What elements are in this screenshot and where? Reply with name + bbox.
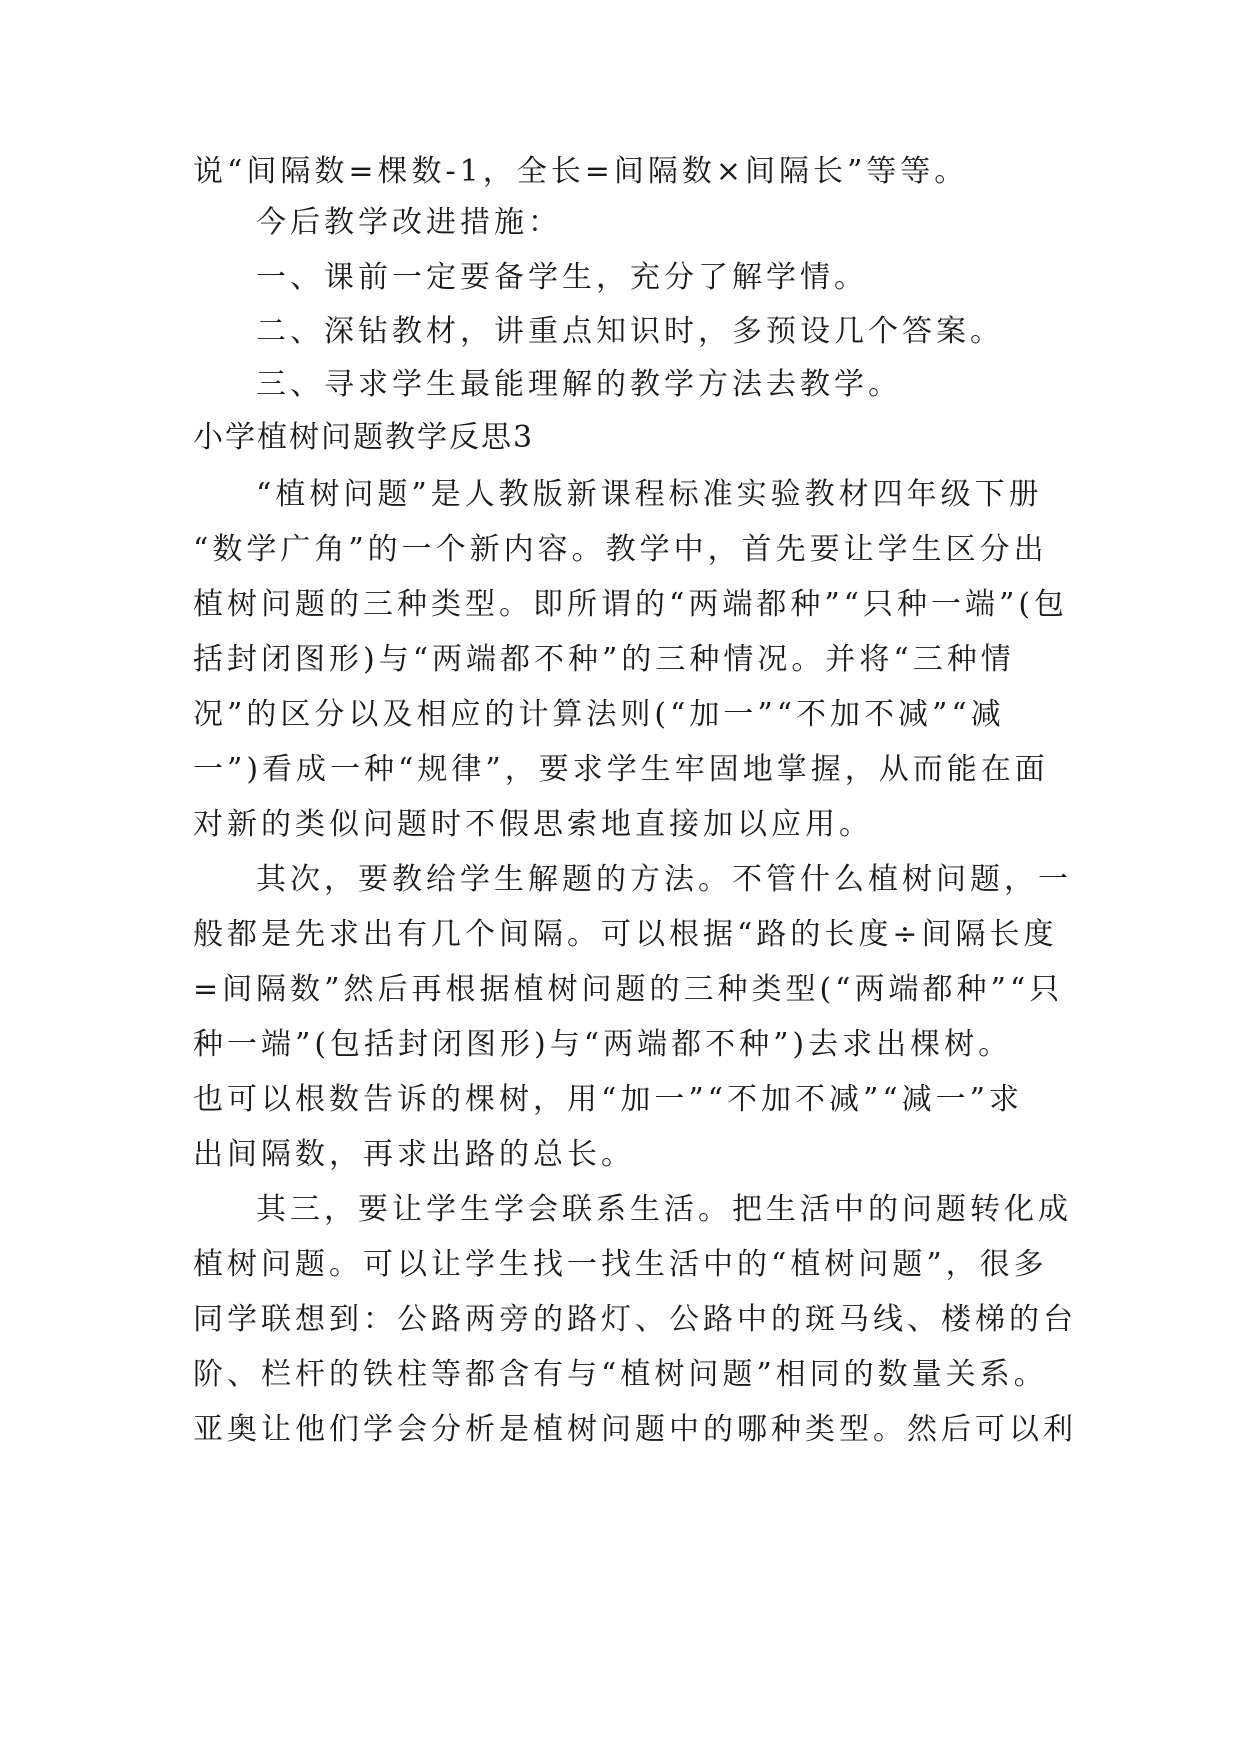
text-line: 植树问题的三种类型。即所谓的“两端都种”“只种一端”(包 (193, 587, 1069, 622)
section-heading: 小学植树问题教学反思3 (193, 420, 535, 455)
text-line: 出间隔数，再求出路的总长。 (193, 1137, 635, 1172)
text-line: =间隔数”然后再根据植树问题的三种类型(“两端都种”“只 (193, 972, 1064, 1007)
text-line: 三、寻求学生最能理解的教学方法去教学。 (256, 367, 902, 402)
text-line: 亚奥让他们学会分析是植树问题中的哪种类型。然后可以利 (193, 1412, 1077, 1447)
text-line: 二、深钻教材，讲重点知识时，多预设几个答案。 (256, 314, 1004, 349)
text-line: “数学广角”的一个新内容。教学中，首先要让学生区分出 (193, 532, 1048, 567)
text-line: 同学联想到：公路两旁的路灯、公路中的斑马线、楼梯的台 (193, 1302, 1077, 1337)
text-line: 括封闭图形)与“两端都不种”的三种情况。并将“三种情 (193, 642, 1015, 677)
text-line: 一”)看成一种“规律”，要求学生牢固地掌握，从而能在面 (193, 752, 1049, 787)
text-line: 般都是先求出有几个间隔。可以根据“路的长度÷间隔长度 (193, 917, 1058, 952)
text-line: “植树问题”是人教版新课程标准实验教材四年级下册 (256, 477, 1043, 512)
text-line: 阶、栏杆的铁柱等都含有与“植树问题”相同的数量关系。 (193, 1357, 1048, 1392)
text-line: 其三，要让学生学会联系生活。把生活中的问题转化成 (256, 1192, 1072, 1227)
text-line: 植树问题。可以让学生找一找生活中的“植树问题”，很多 (193, 1247, 1048, 1282)
text-line: 对新的类似问题时不假思索地直接加以应用。 (193, 807, 873, 842)
text-line: 说“间隔数=棵数-1，全长=间隔数×间隔长”等等。 (193, 154, 969, 189)
text-line: 也可以根数告诉的棵树，用“加一”“不加不减”“减一”求 (193, 1082, 1024, 1117)
text-line: 今后教学改进措施： (256, 205, 562, 240)
text-line: 其次，要教给学生解题的方法。不管什么植树问题，一 (256, 862, 1072, 897)
text-line: 况”的区分以及相应的计算法则(“加一”“不加不减”“减 (193, 697, 1005, 732)
text-line: 种一端”(包括封闭图形)与“两端都不种”)去求出棵树。 (193, 1027, 1013, 1062)
text-line: 一、课前一定要备学生，充分了解学情。 (256, 260, 868, 295)
